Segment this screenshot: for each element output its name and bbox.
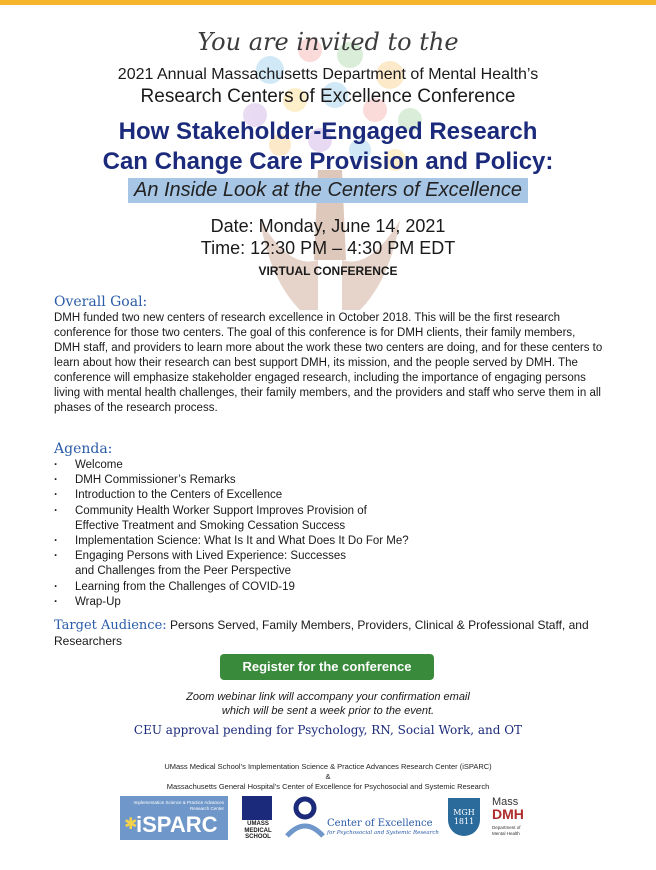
umass-line2: MEDICAL <box>244 827 272 834</box>
dmh-logo-caption <box>492 825 521 836</box>
agenda-item: · Welcome <box>54 458 604 473</box>
coe-logo <box>285 796 445 840</box>
conference-name-line1: 2021 Annual Massachusetts Department of Mental Health’s <box>117 66 539 83</box>
event-subtitle: An Inside Look at the Centers of Excellence <box>128 178 528 203</box>
event-title <box>0 117 656 177</box>
event-subtitle-wrap <box>0 178 656 203</box>
ceu-note: CEU approval pending for Psychology, RN, Social Work, and OT <box>133 723 523 737</box>
agenda-item: · Implementation Science: What Is It and What Does It Do For Me? <box>54 534 604 549</box>
agenda-item: · Introduction to the Centers of Excellence <box>54 488 604 503</box>
zoom-note-line2: which will be sent a week prior to the event. <box>221 705 435 717</box>
umass-mark-icon <box>242 796 272 820</box>
isparc-logo-text: iSPARC <box>136 812 218 837</box>
umass-logo-text <box>238 821 278 841</box>
event-title-line1: How Stakeholder-Engaged Research <box>118 118 538 145</box>
mgh-line1: MGH <box>453 808 475 817</box>
agenda-heading: Agenda: <box>54 441 113 457</box>
dmh-logo-text: DMH <box>492 806 524 822</box>
goal-body: DMH funded two new centers of research excellence in October 2018. This will be the first research conference for those two centers. The goal of this conference is for DMH clients, their family members, DMH staff, and providers to learn more about the work these two centers are doing, and for these centers to learn about how their research can best support DMH, its mission, and the people served by DMH. The conference will emphasize stakeholder engaged research, including the importance of engaging persons living with mental health challenges, their family members, and the providers and staff who serve them in all phases of the research process. <box>54 312 603 414</box>
star-figure-icon: ✱ <box>124 816 138 833</box>
sponsor-line2: Massachusetts General Hospital’s Center of Excellence for Psychosocial and Systemic Research <box>166 782 490 791</box>
umass-line3: SCHOOL <box>245 834 271 840</box>
coe-logo-text: Center of Excellence <box>327 818 433 829</box>
mass-dmh-logo <box>492 796 536 840</box>
isparc-logo-caption: Implementation Science & Practice Advances Research Center <box>133 800 224 811</box>
sponsor-line1: UMass Medical School’s Implementation Science & Practice Advances Research Center (iSPARC) <box>164 762 492 771</box>
event-title-line2: Can Change Care Provision and Policy: <box>102 148 554 175</box>
logo-strip <box>0 796 656 844</box>
umass-logo <box>238 796 278 840</box>
agenda-item-continuation: Effective Treatment and Smoking Cessation Success <box>75 519 346 532</box>
agenda-item: · Engaging Persons with Lived Experience: Successes <box>54 549 604 564</box>
target-audience-label: Target Audience: <box>54 618 167 633</box>
event-format: VIRTUAL CONFERENCE <box>258 264 398 278</box>
invitation-line: You are invited to the <box>197 28 459 56</box>
register-button[interactable]: Register for the conference <box>220 654 434 680</box>
agenda-item: · DMH Commissioner’s Remarks <box>54 473 604 488</box>
top-accent-bar <box>0 0 656 5</box>
event-date: Date: Monday, June 14, 2021 <box>210 216 446 236</box>
event-time: Time: 12:30 PM – 4:30 PM EDT <box>200 238 456 258</box>
target-audience <box>54 618 604 649</box>
umass-line1: UMASS <box>247 821 269 827</box>
isparc-logo <box>120 796 228 840</box>
agenda-item-continuation: and Challenges from the Peer Perspective <box>75 565 292 578</box>
coe-logo-caption: for Psychosocial and Systemic Research <box>327 830 439 836</box>
mgh-logo-text <box>448 808 480 826</box>
agenda-list <box>54 458 604 610</box>
sponsor-ampersand: & <box>325 772 331 781</box>
target-audience-text: Persons Served, Family Members, Providers, Clinical & Professional Staff, and Researchers <box>54 618 589 648</box>
agenda-item: · Wrap-Up <box>54 595 604 610</box>
dmh-dept-line2: Mental Health <box>492 830 520 836</box>
dmh-logo-mass: Mass <box>492 796 519 808</box>
goal-heading: Overall Goal: <box>54 294 148 310</box>
sponsors <box>0 762 656 792</box>
dmh-dept-line1: Department of <box>492 825 521 830</box>
zoom-note <box>0 690 656 718</box>
zoom-note-line1: Zoom webinar link will accompany your confirmation email <box>186 691 470 703</box>
agenda-item: · Learning from the Challenges of COVID-19 <box>54 580 604 595</box>
agenda-item: · Community Health Worker Support Improves Provision of <box>54 504 604 519</box>
coe-arc-icon <box>285 796 325 840</box>
conference-name-line2: Research Centers of Excellence Conference <box>140 86 516 107</box>
mgh-line2: 1811 <box>453 817 475 826</box>
mgh-logo <box>446 796 482 840</box>
